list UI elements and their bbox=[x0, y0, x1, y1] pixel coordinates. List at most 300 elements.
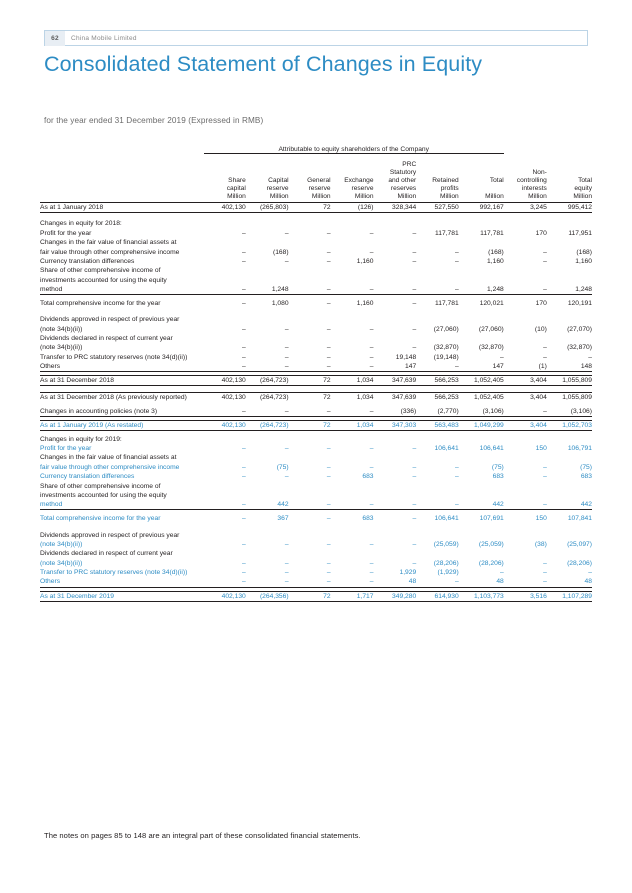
row-value: – bbox=[416, 500, 458, 510]
row-value: – bbox=[331, 577, 374, 587]
table-row bbox=[40, 229, 592, 238]
row-value: 566,253 bbox=[416, 393, 458, 403]
row-value: (28,206) bbox=[433, 559, 459, 567]
row-value bbox=[204, 266, 246, 275]
row-value: 614,930 bbox=[416, 591, 458, 601]
row-value: – bbox=[331, 362, 374, 372]
row-label: fair value through other comprehensive income bbox=[40, 463, 180, 471]
row-value bbox=[416, 523, 458, 530]
table-row bbox=[40, 453, 592, 462]
table-row bbox=[40, 591, 592, 601]
row-label: investments accounted for using the equity bbox=[40, 276, 167, 284]
row-label: Changes in the fair value of financial assets at bbox=[40, 239, 177, 247]
row-label: Profit for the year bbox=[40, 229, 92, 237]
row-label bbox=[40, 212, 204, 219]
row-value: – bbox=[326, 463, 331, 471]
row-value: 120,021 bbox=[479, 299, 504, 307]
column-header-row bbox=[40, 161, 592, 203]
row-value: 1,248 bbox=[246, 285, 289, 295]
table-row bbox=[40, 568, 592, 577]
row-value: 117,951 bbox=[568, 229, 592, 237]
row-value: 1,080 bbox=[271, 299, 289, 307]
table-row bbox=[40, 420, 592, 430]
row-value: – bbox=[369, 540, 374, 548]
row-value bbox=[331, 453, 374, 462]
row-value bbox=[459, 315, 504, 324]
row-value: – bbox=[289, 362, 331, 372]
row-label: fair value through other comprehensive income bbox=[40, 248, 180, 256]
row-value: – bbox=[369, 569, 374, 577]
row-value: 683 bbox=[362, 515, 374, 523]
row-value: (38) bbox=[534, 540, 547, 548]
row-value bbox=[331, 238, 374, 247]
row-value bbox=[374, 212, 417, 219]
row-label: Currency translation differences bbox=[40, 257, 135, 265]
row-value: – bbox=[412, 559, 417, 567]
row-label: Changes in the fair value of financial assets at bbox=[40, 454, 177, 462]
row-value: 402,130 bbox=[204, 420, 246, 430]
header-gap bbox=[40, 154, 592, 161]
row-value bbox=[246, 315, 289, 324]
row-value: 107,691 bbox=[479, 515, 504, 523]
row-value: – bbox=[588, 353, 592, 361]
row-value: 48 bbox=[547, 577, 592, 587]
row-value: – bbox=[242, 569, 246, 577]
row-value: – bbox=[204, 285, 246, 295]
row-value bbox=[416, 276, 458, 285]
row-value: – bbox=[289, 285, 331, 295]
row-value bbox=[331, 212, 374, 219]
row-value: 1,160 bbox=[487, 257, 504, 265]
row-value bbox=[459, 276, 504, 285]
row-value: – bbox=[284, 344, 289, 352]
row-label: Transfer to PRC statutory reserves (note 34(d)(ii)) bbox=[40, 569, 188, 577]
row-value bbox=[331, 481, 374, 490]
row-value: – bbox=[331, 407, 374, 417]
table-row bbox=[40, 238, 592, 247]
row-value bbox=[204, 530, 246, 539]
column-header: Capital reserve Million bbox=[266, 176, 289, 201]
row-value bbox=[547, 481, 592, 490]
row-value: – bbox=[246, 577, 289, 587]
row-value bbox=[289, 334, 331, 343]
row-value: – bbox=[242, 229, 246, 237]
row-value: 1,103,773 bbox=[459, 591, 504, 601]
row-value: – bbox=[326, 540, 331, 548]
row-value: (336) bbox=[374, 407, 417, 417]
row-value: – bbox=[369, 229, 374, 237]
table-row bbox=[40, 530, 592, 539]
row-value: (27,060) bbox=[433, 325, 459, 333]
row-value: 442 bbox=[246, 500, 289, 510]
row-value bbox=[374, 386, 417, 393]
row-value: – bbox=[504, 407, 547, 417]
row-value bbox=[331, 315, 374, 324]
table-row bbox=[40, 376, 592, 386]
row-value bbox=[547, 530, 592, 539]
row-value: – bbox=[331, 285, 374, 295]
table-row bbox=[40, 444, 592, 453]
row-value: – bbox=[326, 248, 331, 256]
row-value bbox=[289, 523, 331, 530]
row-value: – bbox=[326, 569, 331, 577]
row-value: – bbox=[326, 257, 331, 265]
row-value: (2,770) bbox=[416, 407, 458, 417]
row-value: – bbox=[374, 285, 417, 295]
row-value bbox=[289, 212, 331, 219]
row-value: 106,791 bbox=[567, 445, 592, 453]
row-value bbox=[416, 212, 458, 219]
row-value: – bbox=[204, 362, 246, 372]
row-value: – bbox=[412, 445, 417, 453]
row-value bbox=[416, 530, 458, 539]
row-value: (264,723) bbox=[246, 376, 289, 386]
row-value: – bbox=[326, 344, 331, 352]
footnote: The notes on pages 85 to 148 are an integral part of these consolidated financial statements. bbox=[44, 831, 361, 840]
row-value bbox=[246, 523, 289, 530]
row-value: 402,130 bbox=[204, 393, 246, 403]
row-label: Dividends approved in respect of previous year bbox=[40, 316, 180, 324]
row-label: As at 1 January 2018 bbox=[40, 202, 204, 212]
row-value: – bbox=[242, 299, 246, 307]
row-value bbox=[459, 266, 504, 275]
row-value: – bbox=[369, 353, 374, 361]
table-row bbox=[40, 299, 592, 308]
table-row bbox=[40, 463, 592, 472]
table-row bbox=[40, 386, 592, 393]
row-value: – bbox=[543, 559, 547, 567]
row-value bbox=[374, 435, 417, 444]
table-row bbox=[40, 407, 592, 417]
row-value bbox=[246, 308, 289, 315]
table-row bbox=[40, 435, 592, 444]
row-value bbox=[331, 523, 374, 530]
row-value: – bbox=[242, 445, 246, 453]
row-label: Changes in accounting policies (note 3) bbox=[40, 407, 204, 417]
row-value bbox=[374, 334, 417, 343]
row-label: (note 34(b)(ii)) bbox=[40, 559, 83, 567]
row-value: – bbox=[543, 353, 547, 361]
row-value bbox=[459, 491, 504, 500]
row-value bbox=[459, 334, 504, 343]
row-value bbox=[504, 212, 547, 219]
row-value: 117,781 bbox=[435, 299, 459, 307]
row-value: 148 bbox=[547, 362, 592, 372]
row-value: – bbox=[369, 463, 374, 471]
row-value bbox=[289, 266, 331, 275]
row-value bbox=[289, 219, 331, 228]
row-value: – bbox=[412, 540, 417, 548]
row-value: (27,060) bbox=[478, 325, 504, 333]
row-value bbox=[459, 238, 504, 247]
row-value: – bbox=[504, 577, 547, 587]
row-value bbox=[459, 530, 504, 539]
row-value bbox=[504, 453, 547, 462]
row-value bbox=[547, 334, 592, 343]
row-value: – bbox=[412, 473, 417, 481]
row-value bbox=[459, 212, 504, 219]
row-value bbox=[204, 435, 246, 444]
row-value: – bbox=[284, 569, 289, 577]
row-value: 72 bbox=[289, 376, 331, 386]
page-title: Consolidated Statement of Changes in Equity bbox=[44, 52, 483, 76]
row-value: – bbox=[412, 515, 417, 523]
row-value: – bbox=[504, 500, 547, 510]
row-value: 1,107,289 bbox=[547, 591, 592, 601]
row-value: 1,248 bbox=[459, 285, 504, 295]
row-value: 1,248 bbox=[547, 285, 592, 295]
row-value: – bbox=[204, 577, 246, 587]
row-value bbox=[547, 276, 592, 285]
row-value: – bbox=[284, 257, 289, 265]
row-label: Total comprehensive income for the year bbox=[40, 515, 161, 523]
table-row bbox=[40, 514, 592, 523]
table-row bbox=[40, 362, 592, 372]
row-value: 367 bbox=[277, 515, 289, 523]
row-value: – bbox=[412, 229, 417, 237]
row-value bbox=[289, 549, 331, 558]
row-value: (25,059) bbox=[478, 540, 504, 548]
row-label: Currency translation differences bbox=[40, 473, 135, 481]
row-value bbox=[504, 266, 547, 275]
row-value: 1,052,405 bbox=[459, 393, 504, 403]
table-row bbox=[40, 266, 592, 275]
row-value bbox=[374, 453, 417, 462]
row-value: 683 bbox=[492, 473, 504, 481]
row-value bbox=[547, 386, 592, 393]
row-label: As at 31 December 2018 bbox=[40, 376, 204, 386]
row-value bbox=[547, 308, 592, 315]
row-value: (27,070) bbox=[567, 325, 592, 333]
row-value: 402,130 bbox=[204, 591, 246, 601]
table-row bbox=[40, 353, 592, 362]
table-row bbox=[40, 343, 592, 352]
row-label bbox=[40, 308, 204, 315]
row-value: – bbox=[246, 362, 289, 372]
row-value bbox=[547, 453, 592, 462]
column-header: Exchange reserve Million bbox=[344, 176, 374, 201]
row-label: As at 31 December 2019 bbox=[40, 591, 204, 601]
row-value bbox=[289, 530, 331, 539]
row-value: – bbox=[284, 353, 289, 361]
row-value: 3,404 bbox=[504, 420, 547, 430]
row-value: – bbox=[588, 569, 592, 577]
row-value bbox=[204, 491, 246, 500]
table-row bbox=[40, 334, 592, 343]
row-value: 3,404 bbox=[504, 393, 547, 403]
row-value bbox=[246, 530, 289, 539]
row-value bbox=[547, 435, 592, 444]
row-value: – bbox=[543, 248, 547, 256]
row-value: (75) bbox=[580, 463, 592, 471]
row-value: 72 bbox=[289, 420, 331, 430]
row-value bbox=[289, 386, 331, 393]
row-value: 995,412 bbox=[547, 202, 592, 212]
table-row bbox=[40, 276, 592, 285]
row-value: (10) bbox=[534, 325, 547, 333]
table-row bbox=[40, 324, 592, 333]
row-value: (25,097) bbox=[567, 540, 592, 548]
row-value: 527,550 bbox=[416, 202, 458, 212]
row-value bbox=[416, 549, 458, 558]
row-value bbox=[246, 435, 289, 444]
row-value bbox=[204, 238, 246, 247]
row-value: 3,245 bbox=[504, 202, 547, 212]
row-value bbox=[246, 549, 289, 558]
table-row bbox=[40, 212, 592, 219]
row-value: 1,034 bbox=[331, 376, 374, 386]
row-value: – bbox=[204, 407, 246, 417]
row-value: – bbox=[204, 500, 246, 510]
row-value: – bbox=[326, 515, 331, 523]
row-value: (168) bbox=[576, 248, 592, 256]
row-value bbox=[504, 523, 547, 530]
row-value bbox=[204, 481, 246, 490]
row-value: 1,055,809 bbox=[547, 393, 592, 403]
row-value bbox=[204, 276, 246, 285]
row-value bbox=[416, 453, 458, 462]
row-value bbox=[416, 315, 458, 324]
row-value: – bbox=[416, 577, 458, 587]
row-value: 992,167 bbox=[459, 202, 504, 212]
row-value bbox=[204, 219, 246, 228]
row-value: 1,929 bbox=[399, 569, 417, 577]
row-value: – bbox=[326, 559, 331, 567]
row-value: (28,206) bbox=[478, 559, 504, 567]
row-value: (126) bbox=[331, 202, 374, 212]
row-value: 48 bbox=[374, 577, 417, 587]
table-row bbox=[40, 481, 592, 490]
row-value: – bbox=[543, 569, 547, 577]
row-value: (264,723) bbox=[246, 420, 289, 430]
row-value: – bbox=[289, 577, 331, 587]
table-row bbox=[40, 472, 592, 481]
row-label: (note 34(b)(ii)) bbox=[40, 344, 83, 352]
row-value bbox=[547, 315, 592, 324]
row-value: 328,344 bbox=[374, 202, 417, 212]
row-value: 106,641 bbox=[479, 445, 504, 453]
row-label: Dividends declared in respect of current year bbox=[40, 550, 173, 558]
row-value: 402,130 bbox=[204, 376, 246, 386]
row-value: (1,929) bbox=[437, 569, 459, 577]
row-value: – bbox=[412, 325, 417, 333]
table-row bbox=[40, 577, 592, 587]
row-value: 347,639 bbox=[374, 393, 417, 403]
row-value: 147 bbox=[459, 362, 504, 372]
row-value: 347,639 bbox=[374, 376, 417, 386]
row-value bbox=[416, 481, 458, 490]
row-value: 1,160 bbox=[575, 257, 592, 265]
row-label bbox=[40, 386, 204, 393]
row-value: 1,034 bbox=[331, 420, 374, 430]
page-number: 62 bbox=[45, 31, 65, 46]
row-value: 117,781 bbox=[480, 229, 504, 237]
row-value: 19,148 bbox=[395, 353, 417, 361]
row-value bbox=[504, 219, 547, 228]
row-value bbox=[289, 315, 331, 324]
row-value bbox=[246, 481, 289, 490]
row-value: – bbox=[284, 325, 289, 333]
row-value: – bbox=[326, 353, 331, 361]
row-value: – bbox=[543, 344, 547, 352]
column-header: General reserve Million bbox=[307, 176, 331, 201]
table-row bbox=[40, 540, 592, 549]
row-value: – bbox=[454, 463, 459, 471]
row-value: – bbox=[284, 229, 289, 237]
row-value bbox=[331, 491, 374, 500]
row-value bbox=[289, 435, 331, 444]
row-value bbox=[289, 481, 331, 490]
table-row bbox=[40, 500, 592, 510]
row-value bbox=[204, 523, 246, 530]
row-value: – bbox=[326, 473, 331, 481]
row-value bbox=[504, 308, 547, 315]
row-value bbox=[374, 266, 417, 275]
row-value bbox=[331, 276, 374, 285]
table-row bbox=[40, 491, 592, 500]
row-value bbox=[547, 212, 592, 219]
row-value bbox=[504, 435, 547, 444]
row-label: Transfer to PRC statutory reserves (note 34(d)(ii)) bbox=[40, 353, 188, 361]
row-value: – bbox=[500, 353, 504, 361]
row-value bbox=[504, 481, 547, 490]
row-value: 683 bbox=[362, 473, 374, 481]
row-value: 1,717 bbox=[331, 591, 374, 601]
row-value: – bbox=[242, 248, 246, 256]
row-value bbox=[459, 481, 504, 490]
row-value bbox=[374, 530, 417, 539]
row-value: 170 bbox=[535, 229, 547, 237]
row-value bbox=[504, 315, 547, 324]
row-value: – bbox=[412, 463, 417, 471]
row-value bbox=[416, 491, 458, 500]
row-label: Changes in equity for 2018: bbox=[40, 220, 122, 228]
row-value bbox=[459, 219, 504, 228]
row-label bbox=[40, 523, 204, 530]
row-value bbox=[459, 453, 504, 462]
column-header: Total Million bbox=[485, 176, 504, 201]
row-value bbox=[374, 523, 417, 530]
row-value: 1,160 bbox=[356, 257, 374, 265]
row-label: Dividends declared in respect of current year bbox=[40, 335, 173, 343]
row-label: (note 34(b)(ii)) bbox=[40, 540, 83, 548]
row-label: As at 31 December 2018 (As previously reported) bbox=[40, 393, 204, 403]
row-value: (3,106) bbox=[459, 407, 504, 417]
row-value: 72 bbox=[289, 591, 331, 601]
row-value: 347,303 bbox=[374, 420, 417, 430]
row-value: (32,870) bbox=[567, 344, 592, 352]
row-value: – bbox=[412, 299, 417, 307]
running-header bbox=[44, 30, 588, 46]
row-value bbox=[331, 266, 374, 275]
row-value: – bbox=[500, 569, 504, 577]
row-value bbox=[374, 549, 417, 558]
column-header: Retained profits Million bbox=[432, 176, 459, 201]
row-value: 3,516 bbox=[504, 591, 547, 601]
row-value: – bbox=[246, 407, 289, 417]
row-value: – bbox=[331, 500, 374, 510]
row-value bbox=[416, 386, 458, 393]
row-value bbox=[289, 491, 331, 500]
row-value: 1,052,703 bbox=[547, 420, 592, 430]
row-value bbox=[289, 308, 331, 315]
table-row bbox=[40, 202, 592, 212]
row-label: Profit for the year bbox=[40, 445, 92, 453]
row-value: (19,148) bbox=[433, 353, 459, 361]
row-value bbox=[459, 523, 504, 530]
row-value bbox=[504, 549, 547, 558]
row-value bbox=[547, 523, 592, 530]
